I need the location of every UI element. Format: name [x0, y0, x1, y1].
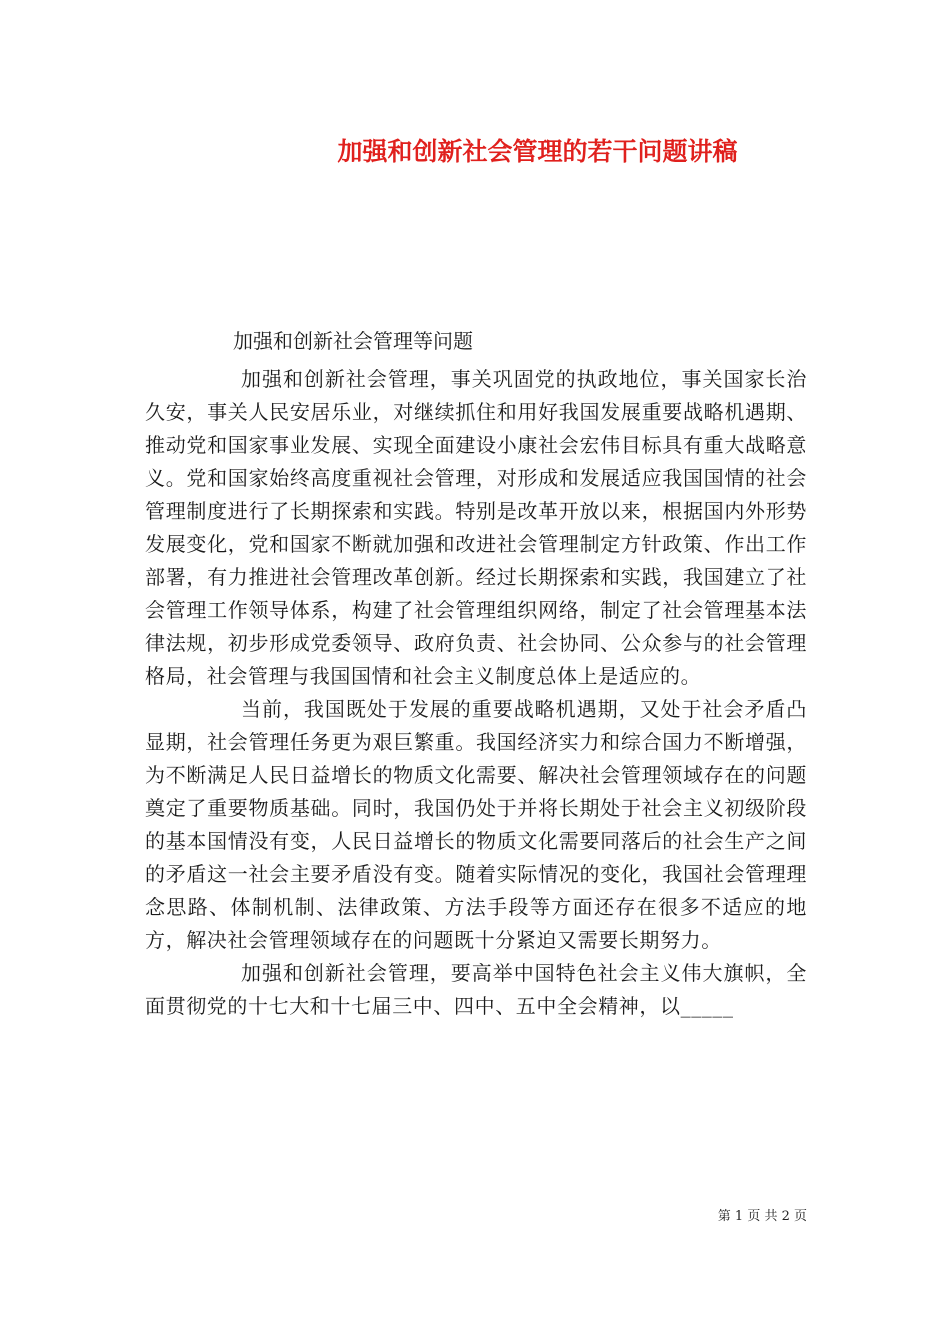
paragraph-2: 当前，我国既处于发展的重要战略机遇期，又处于社会矛盾凸显期，社会管理任务更为艰巨繁重。我国经济实力和综合国力不断增强，为不断满足人民日益增长的物质文化需要、解决社会管理领域存在的问题奠定了重要物质基础。同时，我国仍处于并将长期处于社会主义初级阶段的基本国情没有变，人民日益增长的物质文化需要同落后的社会生产之间的矛盾这一社会主要矛盾没有变。随着实际情况的变化，我国社会管理理念思路、体制机制、法律政策、方法手段等方面还存在很多不适应的地方，解决社会管理领域存在的问题既十分紧迫又需要长期努力。: [145, 697, 807, 952]
paragraph-3: 加强和创新社会管理，要高举中国特色社会主义伟大旗帜，全面贯彻党的十七大和十七届三中、四中、五中全会精神，以_____: [145, 961, 807, 1018]
document-title: [0, 132, 950, 168]
document-title-text: 加强和创新社会管理的若干问题讲稿: [337, 137, 738, 166]
page-number-footer: 第 1 页 共 2 页: [717, 1209, 807, 1224]
paragraph-1: 加强和创新社会管理，事关巩固党的执政地位，事关国家长治久安，事关人民安居乐业，对继续抓住和用好我国发展重要战略机遇期、推动党和国家事业发展、实现全面建设小康社会宏伟目标具有重大战略意义。党和国家始终高度重视社会管理，对形成和发展适应我国国情的社会管理制度进行了长期探索和实践。特别是改革开放以来，根据国内外形势发展变化，党和国家不断就加强和改进社会管理制定方针政策、作出工作部署，有力推进社会管理改革创新。经过长期探索和实践，我国建立了社会管理工作领导体系，构建了社会管理组织网络，制定了社会管理基本法律法规，初步形成党委领导、政府负责、社会协同、公众参与的社会管理格局，社会管理与我国国情和社会主义制度总体上是适应的。: [145, 367, 807, 688]
document-subheading: 加强和创新社会管理等问题: [233, 329, 473, 353]
document-body: [145, 327, 807, 1023]
